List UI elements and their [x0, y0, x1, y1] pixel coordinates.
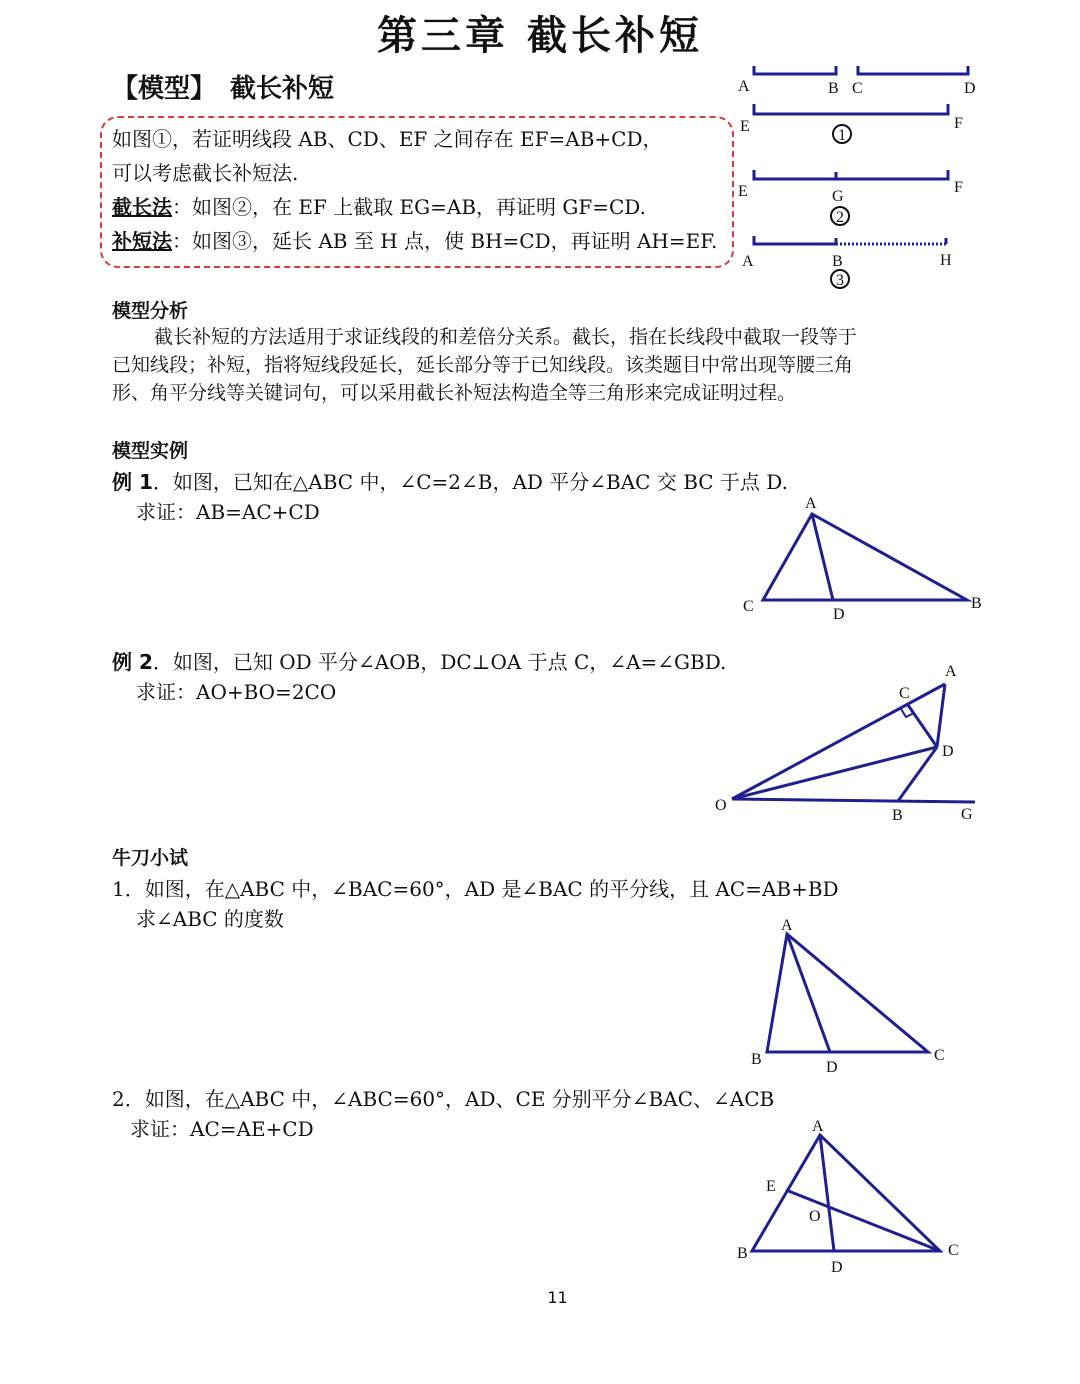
triangle-abc-p1 — [767, 934, 928, 1052]
segment-figure — [730, 58, 990, 298]
p1-label-b: B — [751, 1051, 762, 1068]
analysis-paragraph — [112, 323, 962, 407]
label-g3: G — [832, 188, 844, 205]
model-name: 截长补短 — [230, 74, 335, 104]
practice-1-figure — [740, 910, 960, 1080]
p1-label-c: C — [934, 1047, 945, 1064]
ex2-label-b: B — [892, 807, 903, 824]
segment-cd — [858, 66, 968, 74]
label-d1: D — [964, 80, 976, 97]
label-b1: B — [828, 80, 839, 97]
cut-long-text: ：如图②，在 EF 上截取 EG=AB，再证明 GF=CD. — [172, 195, 646, 219]
example-1-prove: 求证：AB=AC+CD — [136, 500, 320, 524]
p2-label-c: C — [948, 1242, 959, 1259]
segment-egf — [754, 170, 948, 179]
fill-short-label: 补短法 — [112, 229, 172, 253]
cut-long-label: 截长法 — [112, 195, 172, 219]
practice-2-question: 2．如图，在△ABC 中，∠ABC=60°，AD、CE 分别平分∠BAC、∠ACB — [112, 1087, 775, 1111]
p2-label-d: D — [831, 1259, 843, 1276]
label-f2: F — [954, 115, 963, 132]
segment-ab — [754, 66, 836, 74]
segment-ab-ext — [754, 236, 836, 244]
label-f3: F — [954, 179, 963, 196]
ex1-label-d: D — [833, 606, 845, 623]
model-heading — [112, 68, 334, 105]
label-c1: C — [852, 80, 863, 97]
circle-2-text: 2 — [836, 209, 844, 226]
analysis-heading: 模型分析 — [112, 300, 189, 322]
ex1-label-a: A — [805, 495, 817, 512]
p2-label-a: A — [812, 1118, 824, 1135]
triangle-abc-1 — [763, 514, 967, 600]
ex2-label-g: G — [961, 806, 973, 823]
example-2-question — [112, 646, 726, 675]
circle-1-text: 1 — [838, 127, 846, 144]
practice-heading: 牛刀小试 — [112, 847, 189, 869]
analysis-line-2: 已知线段；补短，指将短线段延长，延长部分等于已知线段。该类题目中常出现等腰三角 — [112, 354, 854, 376]
practice-2-figure — [730, 1115, 970, 1280]
label-b4: B — [832, 253, 843, 270]
ex1-label-c: C — [743, 598, 754, 615]
page-number: 11 — [547, 1288, 568, 1307]
p2-label-e: E — [766, 1178, 776, 1195]
example-1-num: 例 1 — [112, 470, 153, 494]
practice-2-prove: 求证：AC=AE+CD — [130, 1117, 314, 1141]
box-line-4 — [112, 224, 717, 258]
label-a4: A — [742, 253, 754, 270]
p1-label-a: A — [781, 917, 793, 934]
examples-heading: 模型实例 — [112, 440, 189, 462]
bisector-ad-p2 — [820, 1135, 834, 1251]
label-a1: A — [738, 78, 750, 95]
ex1-label-b: B — [971, 595, 982, 612]
analysis-line-3: 形、角平分线等关键词句，可以采用截长补短法构造全等三角形来完成证明过程。 — [112, 382, 797, 404]
p2-label-b: B — [737, 1245, 748, 1262]
triangle-abc-p2 — [752, 1135, 940, 1251]
example-2-prove: 求证：AO+BO=2CO — [136, 680, 337, 704]
bisector-ad-1 — [812, 514, 833, 600]
practice-1-ask: 求∠ABC 的度数 — [136, 907, 284, 931]
ray-og — [732, 799, 975, 802]
ex2-label-a: A — [945, 663, 957, 680]
ex2-label-d: D — [942, 743, 954, 760]
circle-3-text: 3 — [836, 272, 844, 289]
label-e2: E — [740, 118, 750, 135]
box-line-3 — [112, 190, 646, 224]
segment-ef — [754, 104, 948, 114]
box-line-1: 如图①，若证明线段 AB、CD、EF 之间存在 EF=AB+CD， — [112, 127, 663, 151]
p1-label-d: D — [826, 1059, 838, 1076]
analysis-line-1: 截长补短的方法适用于求证线段的和差倍分关系。截长，指在长线段中截取一段等于 — [154, 326, 858, 348]
model-bracket: 【模型】 — [112, 74, 217, 104]
example-1-question — [112, 466, 788, 495]
p2-label-o: O — [809, 1208, 821, 1225]
example-1-text: ．如图，已知在△ABC 中，∠C=2∠B，AD 平分∠BAC 交 BC 于点 D. — [152, 470, 788, 494]
segment-cd-2 — [908, 705, 937, 747]
ex2-label-o: O — [715, 797, 727, 814]
example-2-text: ．如图，已知 OD 平分∠AOB，DC⊥OA 于点 C，∠A=∠GBD. — [152, 650, 727, 674]
box-line-2: 可以考虑截长补短法. — [112, 161, 299, 185]
segment-ad — [937, 684, 945, 747]
ex2-label-c: C — [899, 685, 910, 702]
chapter-title: 第三章 截长补短 — [377, 13, 703, 59]
label-e3: E — [738, 183, 748, 200]
example-2-num: 例 2 — [112, 650, 153, 674]
practice-1-question: 1．如图，在△ABC 中，∠BAC=60°，AD 是∠BAC 的平分线，且 AC=AB+BD — [112, 877, 839, 901]
fill-short-text: ：如图③，延长 AB 至 H 点，使 BH=CD，再证明 AH=EF. — [172, 229, 718, 253]
label-h4: H — [940, 252, 952, 269]
example-1-figure — [735, 490, 995, 625]
example-2-figure — [705, 655, 995, 830]
